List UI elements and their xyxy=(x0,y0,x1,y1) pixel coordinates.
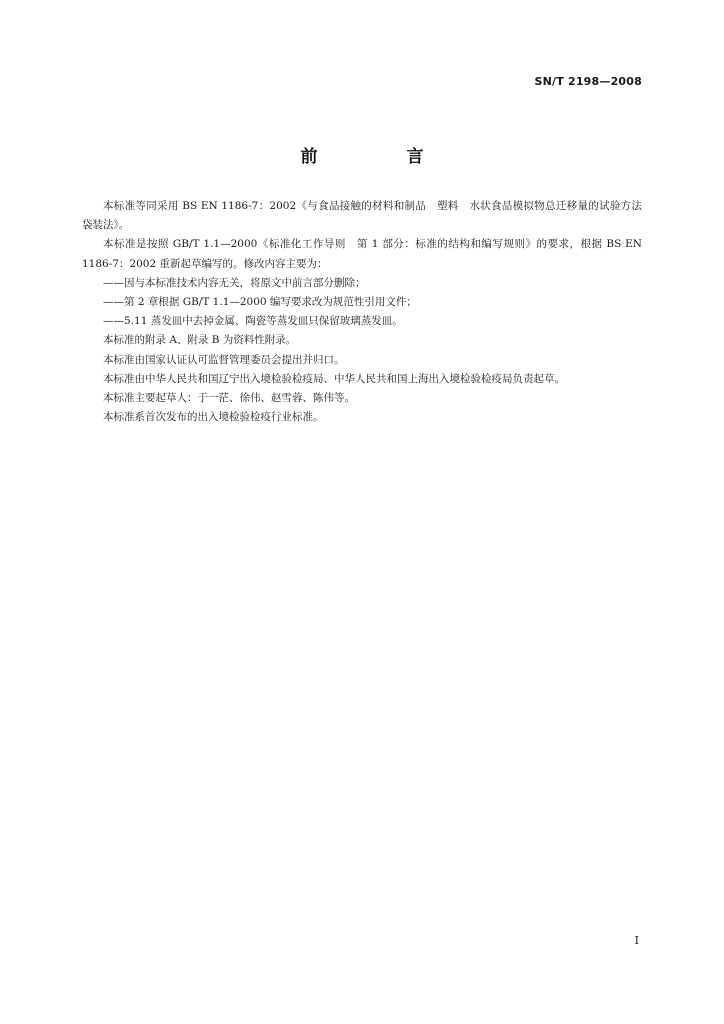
list-item-modification-3: ——5.11 蒸发皿中去掉金属、陶瓷等蒸发皿只保留玻璃蒸发皿。 xyxy=(103,315,403,328)
paragraph-drafters: 本标准主要起草人：于一茫、徐伟、赵雪蓉、陈伟等。 xyxy=(103,392,355,405)
paragraph-drafting-units: 本标准由中华人民共和国辽宁出入境检验检疫局、中华人民共和国上海出入境检验检疫局负责起草。 xyxy=(103,372,565,385)
page-title: 前 言 xyxy=(300,147,460,167)
paragraph-proposer: 本标准由国家认证认可监督管理委员会提出并归口。 xyxy=(103,353,345,366)
page-number: I xyxy=(634,934,639,947)
paragraph-adoption: 本标准等同采用 BS EN 1186-7：2002《与食品接触的材料和制品 塑料 水状食品模拟物总迁移量的试验方法 袋装法》。 xyxy=(82,200,653,232)
paragraph-first-issue: 本标准系首次发布的出入境检验检疫行业标准。 xyxy=(103,411,324,424)
paragraph-annex: 本标准的附录 A、附录 B 为资料性附录。 xyxy=(103,334,297,347)
standard-code: SN/T 2198—2008 xyxy=(534,75,642,88)
foreword-body xyxy=(82,197,653,427)
list-item-modification-2: ——第 2 章根据 GB/T 1.1—2000 编写要求改为规范性引用文件； xyxy=(103,296,417,309)
list-item-modification-1: ——因与本标准技术内容无关，将原文中前言部分删除； xyxy=(103,276,366,289)
paragraph-drafting-basis: 本标准是按照 GB/T 1.1—2000《标准化工作导则 第 1 部分：标准的结构和编写规则》的要求，根据 BS EN 1186-7：2002 重新起草编写的。修改内容主要为： xyxy=(82,238,642,270)
